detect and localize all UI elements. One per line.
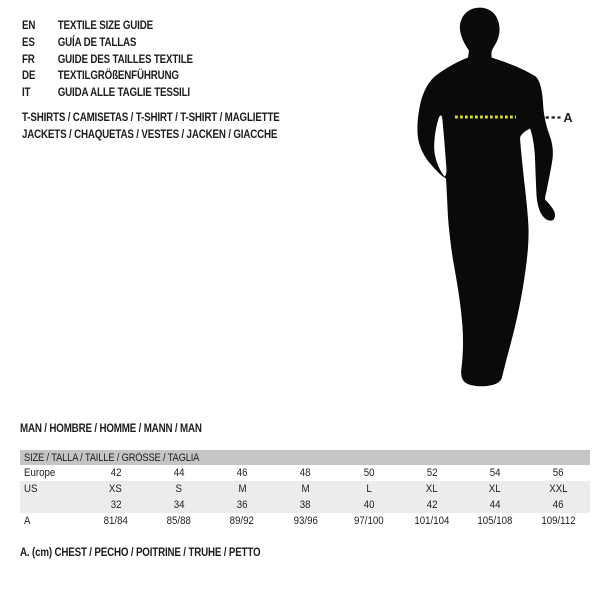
table-row bbox=[20, 465, 590, 481]
size-cell-value: 42 bbox=[426, 499, 438, 511]
language-title: TEXTILE SIZE GUIDE bbox=[57, 20, 153, 32]
size-row-label-cell bbox=[20, 499, 84, 511]
size-cell bbox=[84, 515, 147, 527]
size-table-body bbox=[20, 465, 590, 529]
size-table-header-label: SIZE / TALLA / TAILLE / GRÖSSE / TAGLIA bbox=[24, 451, 200, 464]
size-cell-value: 48 bbox=[299, 467, 311, 479]
man-silhouette bbox=[417, 8, 555, 387]
language-code: EN bbox=[22, 20, 36, 32]
language-code: FR bbox=[22, 53, 35, 66]
size-cell-value: 32 bbox=[110, 499, 122, 511]
size-cell bbox=[147, 499, 210, 511]
size-cell bbox=[274, 483, 337, 495]
size-cell bbox=[147, 467, 210, 479]
size-cell-value: 50 bbox=[363, 467, 375, 479]
size-cell bbox=[211, 467, 274, 479]
size-cell bbox=[400, 499, 463, 511]
table-row bbox=[20, 497, 590, 513]
size-cell-value: 36 bbox=[236, 499, 248, 511]
size-cell bbox=[211, 483, 274, 495]
size-cell-value: 81/84 bbox=[103, 515, 128, 527]
size-cell bbox=[147, 483, 210, 495]
size-cell-value: 42 bbox=[110, 467, 122, 479]
size-row-label: Europe bbox=[24, 467, 56, 479]
size-cell bbox=[211, 515, 274, 527]
size-cell bbox=[84, 467, 147, 479]
section-title: MAN / HOMBRE / HOMME / MANN / MAN bbox=[20, 423, 202, 435]
language-title: GUÍA DE TALLAS bbox=[57, 36, 137, 49]
size-row-label: A bbox=[24, 515, 31, 527]
size-cell bbox=[337, 467, 400, 479]
size-cell-value: 93/96 bbox=[293, 515, 318, 527]
size-cell-value: L bbox=[365, 483, 372, 495]
table-row bbox=[20, 481, 590, 497]
size-cell-value: 101/104 bbox=[414, 515, 450, 527]
size-cell-value: S bbox=[175, 483, 183, 495]
size-cell bbox=[274, 515, 337, 527]
size-cell-value: 54 bbox=[489, 467, 501, 479]
size-cell bbox=[274, 467, 337, 479]
language-code: IT bbox=[22, 87, 31, 100]
size-cell-value: 46 bbox=[552, 499, 564, 511]
size-cell-value: 46 bbox=[236, 467, 248, 479]
size-cell-value: 109/112 bbox=[541, 515, 576, 527]
size-cell bbox=[464, 515, 527, 527]
measurement-footnote: A. (cm) CHEST / PECHO / POITRINE / TRUHE / PETTO bbox=[20, 547, 261, 559]
size-row-label-cell bbox=[20, 483, 84, 495]
size-cell bbox=[527, 467, 590, 479]
size-cell bbox=[527, 499, 590, 511]
size-cell bbox=[464, 467, 527, 479]
language-title: GUIDE DES TAILLES TEXTILE bbox=[57, 53, 193, 66]
size-cell-value: XL bbox=[489, 483, 502, 495]
size-cell-value: 34 bbox=[173, 499, 185, 511]
table-row bbox=[20, 513, 590, 529]
size-cell-value: 38 bbox=[299, 499, 311, 511]
size-cell-value: 56 bbox=[552, 467, 564, 479]
language-title: TEXTILGRÖßENFÜHRUNG bbox=[57, 70, 179, 83]
measurement-label-a: A bbox=[563, 111, 573, 125]
size-cell bbox=[84, 483, 147, 495]
size-cell-value: M bbox=[301, 483, 310, 495]
size-cell bbox=[337, 483, 400, 495]
size-cell-value: 40 bbox=[363, 499, 375, 511]
size-cell bbox=[527, 515, 590, 527]
size-cell bbox=[464, 483, 527, 495]
size-cell bbox=[400, 515, 463, 527]
size-row-label-cell bbox=[20, 467, 84, 479]
size-table-header bbox=[20, 450, 590, 465]
size-cell bbox=[400, 483, 463, 495]
size-row-label: US bbox=[24, 483, 38, 495]
language-title: GUIDA ALLE TAGLIE TESSILI bbox=[57, 87, 190, 100]
size-cell-value: 44 bbox=[489, 499, 501, 511]
size-cell-value: 85/88 bbox=[166, 515, 191, 527]
size-cell-value: XL bbox=[425, 483, 438, 495]
size-cell bbox=[527, 483, 590, 495]
size-cell-value: 52 bbox=[426, 467, 438, 479]
size-cell-value: 89/92 bbox=[230, 515, 255, 527]
size-cell-value: XXL bbox=[549, 483, 568, 495]
size-cell-value: 105/108 bbox=[477, 515, 513, 527]
size-cell-value: 97/100 bbox=[353, 515, 384, 527]
size-cell bbox=[337, 515, 400, 527]
category-line: JACKETS / CHAQUETAS / VESTES / JACKEN / GIACCHE bbox=[22, 129, 278, 141]
size-cell bbox=[337, 499, 400, 511]
language-code: DE bbox=[22, 70, 36, 83]
size-cell-value: 44 bbox=[173, 467, 185, 479]
size-cell bbox=[400, 467, 463, 479]
size-cell bbox=[464, 499, 527, 511]
size-cell bbox=[211, 499, 274, 511]
size-cell-value: XS bbox=[109, 483, 123, 495]
language-code: ES bbox=[22, 36, 35, 49]
size-cell bbox=[274, 499, 337, 511]
category-line: T-SHIRTS / CAMISETAS / T-SHIRT / T-SHIRT / MAGLIETTE bbox=[22, 112, 280, 124]
size-row-label-cell bbox=[20, 515, 84, 527]
size-table bbox=[20, 450, 590, 529]
size-cell bbox=[147, 515, 210, 527]
size-cell bbox=[84, 499, 147, 511]
size-cell-value: M bbox=[238, 483, 247, 495]
